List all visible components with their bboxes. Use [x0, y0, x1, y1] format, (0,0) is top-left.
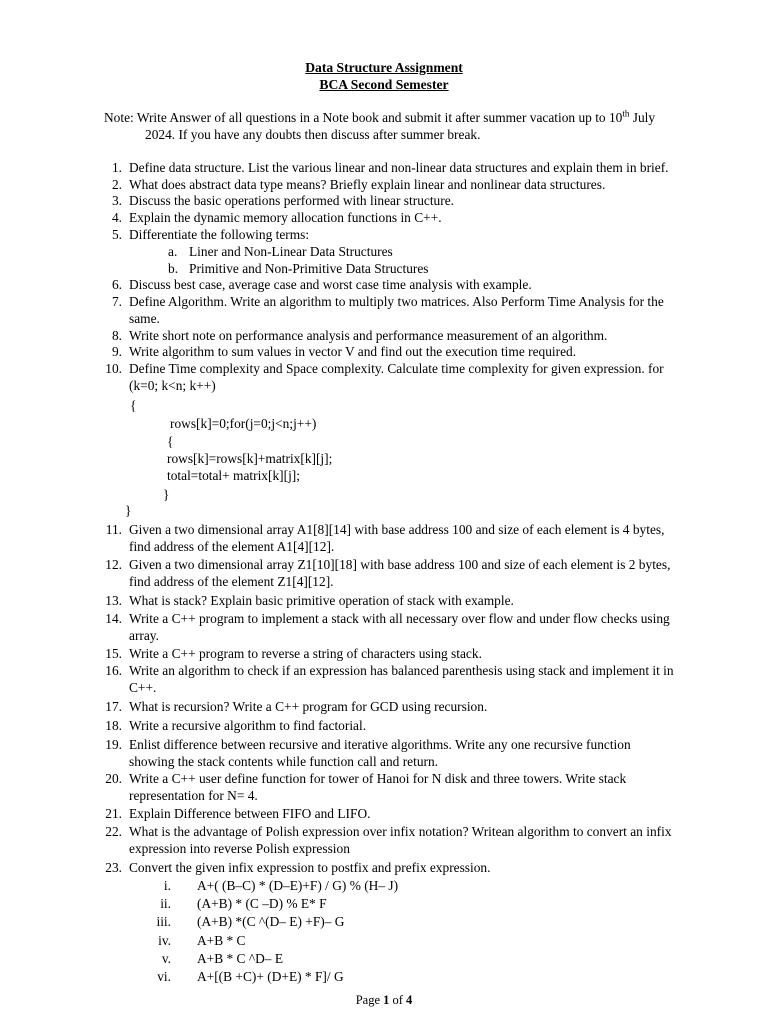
question-text: Given a two dimensional array Z1[10][18] with base address 100 and size of each element is 2 bytes, — [129, 557, 671, 572]
expression-text: A+( (B–C) * (D–E)+F) / G) % (H– J) — [197, 878, 399, 893]
question-text: What is recursion? Write a C++ program for GCD using recursion. — [129, 699, 488, 714]
code-line: } — [125, 503, 132, 518]
question-number: 15. — [105, 646, 122, 661]
question-text: Explain the dynamic memory allocation functions in C++. — [129, 210, 442, 225]
of-word: of — [392, 993, 403, 1007]
question-text: Define data structure. List the various linear and non-linear data structures and explain them in brief. — [129, 160, 669, 175]
question-text: Write a C++ program to implement a stack with all necessary over flow and under flow checks using — [129, 611, 670, 626]
question-text: Given a two dimensional array A1[8][14] with base address 100 and size of each element is 4 bytes, — [129, 522, 665, 537]
question-text: What does abstract data type means? Briefly explain linear and nonlinear data structures. — [129, 177, 606, 192]
subitem-label: a. — [168, 244, 178, 259]
roman-label: i. — [163, 878, 171, 893]
document-title: Data Structure Assignment — [305, 60, 463, 75]
question-number: 14. — [105, 611, 122, 626]
roman-label: v. — [161, 951, 171, 966]
question-text: Convert the given infix expression to postfix and prefix expression. — [129, 860, 491, 875]
question-text: Define Time complexity and Space complexity. Calculate time complexity for given expression. for — [129, 361, 664, 376]
question-number: 12. — [105, 557, 122, 572]
question-text-cont: expression into reverse Polish expression — [129, 841, 350, 856]
note-line-1-text: Note: Write Answer of all questions in a Note book and submit it after summer vacation up to 10 — [104, 110, 623, 125]
question-text: Write algorithm to sum values in vector V and find out the execution time required. — [129, 344, 577, 359]
question-text: Enlist difference between recursive and iterative algorithms. Write any one recursive function — [129, 737, 631, 752]
expression-text: A+[(B +C)+ (D+E) * F]/ G — [197, 969, 344, 984]
question-text-cont: array. — [129, 628, 159, 643]
question-text: Discuss the basic operations performed with linear structure. — [129, 193, 454, 208]
page-word: Page — [355, 993, 380, 1007]
question-text-cont: showing the stack contents while function call and return. — [129, 754, 439, 769]
question-text-cont: representation for N= 4. — [129, 788, 258, 803]
question-text-cont: find address of the element Z1[4][12]. — [129, 574, 334, 589]
question-number: 9. — [111, 344, 122, 359]
question-text: Write an algorithm to check if an expression has balanced parenthesis using stack and implement it in — [129, 663, 674, 678]
question-text: Discuss best case, average case and worst case time analysis with example. — [129, 277, 532, 292]
question-text-cont: same. — [129, 311, 160, 326]
question-text-cont: C++. — [129, 680, 157, 695]
note-superscript: th — [622, 108, 630, 119]
question-number: 8. — [111, 328, 122, 343]
question-number: 19. — [105, 737, 122, 752]
question-text: What is stack? Explain basic primitive operation of stack with example. — [129, 593, 514, 608]
roman-label: ii. — [160, 896, 171, 911]
code-line: rows[k]=rows[k]+matrix[k][j]; — [167, 451, 333, 466]
question-text: What is the advantage of Polish expression over infix notation? Writean algorithm to convert an infix — [129, 824, 672, 839]
question-text: Write a recursive algorithm to find factorial. — [129, 718, 367, 733]
code-line: { — [130, 398, 137, 413]
question-number: 1. — [111, 160, 122, 175]
page-total: 4 — [406, 993, 413, 1007]
document-subtitle: BCA Second Semester — [319, 77, 449, 92]
question-number: 5. — [111, 227, 122, 242]
subitem-text: Primitive and Non-Primitive Data Structures — [189, 261, 429, 276]
question-number: 13. — [105, 593, 122, 608]
question-text: Write a C++ user define function for tower of Hanoi for N disk and three towers. Write stack — [129, 771, 627, 786]
page-number: 1 — [383, 993, 390, 1007]
question-number: 3. — [111, 193, 122, 208]
roman-label: iv. — [158, 933, 171, 948]
question-text: Differentiate the following terms: — [129, 227, 310, 242]
question-number: 21. — [105, 806, 122, 821]
code-line: { — [167, 434, 174, 449]
question-text: Explain Difference between FIFO and LIFO. — [129, 806, 371, 821]
question-number: 18. — [105, 718, 122, 733]
question-number: 17. — [105, 699, 122, 714]
page-footer — [0, 992, 768, 1009]
question-text: Define Algorithm. Write an algorithm to multiply two matrices. Also Perform Time Analysis for the — [129, 294, 664, 309]
code-line: } — [163, 487, 170, 502]
question-text-cont: find address of the element A1[4][12]. — [129, 539, 335, 554]
question-number: 4. — [111, 210, 122, 225]
question-number: 22. — [105, 824, 122, 839]
question-number: 20. — [105, 771, 122, 786]
note-line-1 — [104, 110, 708, 127]
question-number: 11. — [105, 522, 122, 537]
question-text: Write a C++ program to reverse a string of characters using stack. — [129, 646, 482, 661]
question-number: 16. — [105, 663, 122, 678]
expression-text: A+B * C — [197, 933, 246, 948]
roman-label: vi. — [157, 969, 171, 984]
q5-subitem-a — [168, 244, 393, 261]
roman-label: iii. — [156, 914, 171, 929]
question-number: 7. — [111, 294, 122, 309]
code-line: total=total+ matrix[k][j]; — [167, 468, 300, 483]
expression-text: (A+B) *(C ^(D– E) +F)– G — [197, 914, 345, 929]
question-text-cont: (k=0; k<n; k++) — [129, 378, 216, 393]
note-line-2: 2024. If you have any doubts then discuss after summer break. — [145, 127, 481, 142]
question-number: 23. — [105, 860, 122, 875]
question-number: 2. — [111, 177, 122, 192]
expression-text: A+B * C ^D– E — [197, 951, 283, 966]
q5-subitem-b — [168, 261, 429, 278]
question-text: Write short note on performance analysis and performance measurement of an algorithm. — [129, 328, 608, 343]
expression-text: (A+B) * (C –D) % E* F — [197, 896, 327, 911]
code-line: rows[k]=0;for(j=0;j<n;j++) — [170, 416, 317, 431]
question-number: 10. — [105, 361, 122, 376]
note-line-1-suffix: July — [629, 110, 656, 125]
subitem-text: Liner and Non-Linear Data Structures — [189, 244, 393, 259]
question-number: 6. — [111, 277, 122, 292]
subitem-label: b. — [168, 261, 179, 276]
